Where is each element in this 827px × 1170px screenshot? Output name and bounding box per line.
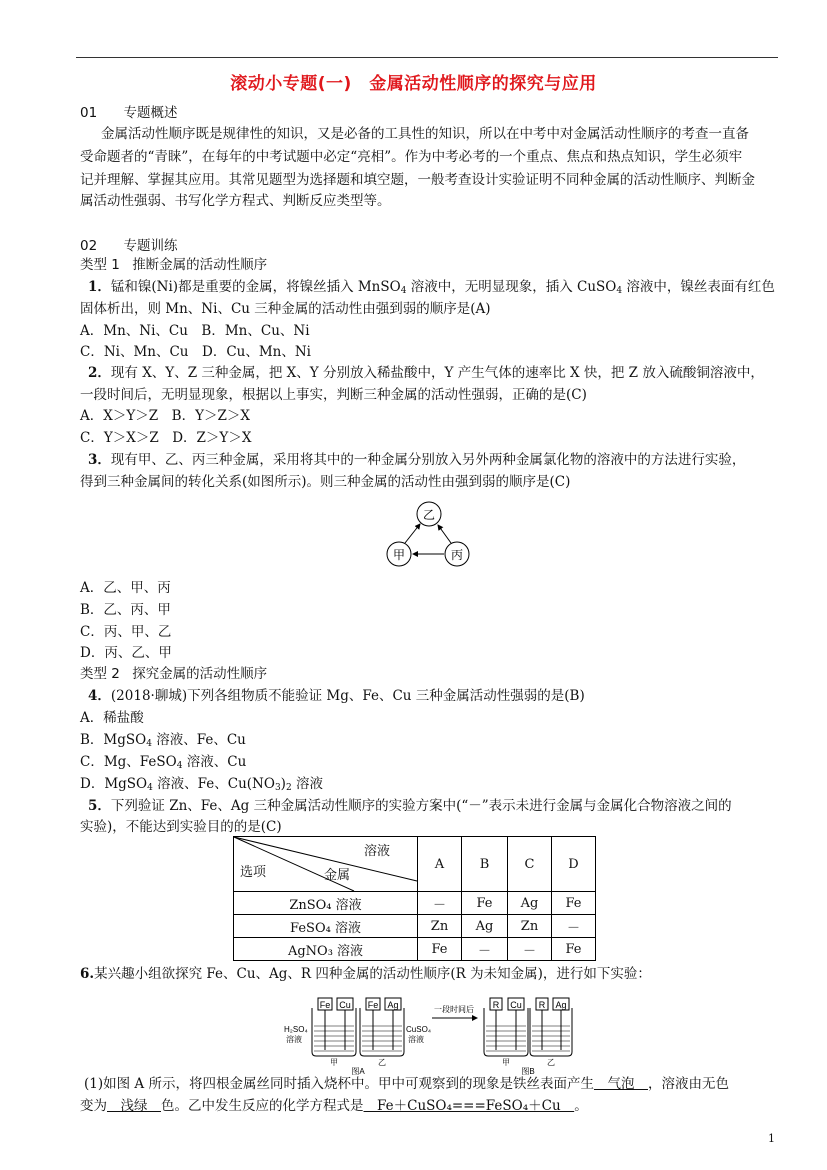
text: ) [280,776,286,792]
table-cell: － [552,915,596,938]
overview-line: 金属活动性顺序既是规律性的知识，又是必备的工具性的知识，所以在中考中对金属活动性顺序的考查一直备 [101,126,749,142]
subscript: 4 [176,761,183,771]
question-6-line1 [80,964,651,984]
question-number: 5． [88,798,111,814]
table-cell: Zn [508,915,552,938]
type-label: 推断金属的活动性顺序 [132,257,268,273]
subscript: 4 [146,739,152,749]
type-1-heading [80,255,267,275]
question-5-line1 [88,796,732,816]
experiment-figure [282,988,576,1076]
question-4-option [80,774,323,794]
question-3-option: D．丙、乙、甲 [80,645,172,661]
beaker [360,1008,404,1056]
beaker-label: 甲 [330,1058,338,1067]
question-3-option: B．乙、丙、甲 [80,602,171,618]
question-2-options: C．Y＞X＞Z D．Z＞Y＞X [80,430,252,446]
text: 下列验证 Zn、Fe、Ag 三种金属活动性顺序的实验方案中(“－”表示未进行金属与金属化合物溶液之间的 [110,798,732,814]
question-3-option: C．丙、甲、乙 [80,624,172,640]
text: (1)如图 A 所示，将四根金属丝同时插入烧杯中。甲中可观察到的现象是铁丝表面产生 [84,1076,594,1092]
text: 溶液 [291,776,323,792]
subscript: 3 [274,783,281,793]
question-1-line1 [88,277,775,297]
table-row [234,892,596,915]
type-2-heading [80,664,267,684]
column-header: A [418,837,462,892]
row-header: FeSO₄ 溶液 [234,915,418,938]
type-number: 类型 1 [80,257,120,273]
question-6-part1-cont [80,1096,588,1116]
table-row [234,915,596,938]
overview-line: 记并理解、掌握其应用。其常见题型为选择题和填空题，一般考查设计实验证明不同种金属的活动性顺序、判断金 [80,172,755,188]
figure-caption: 图B [521,1067,535,1076]
page-title: 滚动小专题(一) 金属活动性顺序的探究与应用 [230,74,597,94]
column-header: D [552,837,596,892]
column-header: B [462,837,508,892]
solution-label: H₂SO₄ [284,1025,308,1034]
table-cell: Fe [418,938,462,961]
node-label: 甲 [392,548,406,562]
page-number: 1 [768,1132,775,1145]
solution-label: CuSO₄ [406,1025,432,1034]
metal-label: R [538,1000,546,1010]
question-4-option [80,752,246,772]
question-6-part1 [84,1074,729,1094]
question-3-line1 [88,450,745,470]
question-2-line1 [88,363,764,383]
text: 溶液、Fe、Cu(NO [152,776,275,792]
answer-blank: Fe＋CuSO₄===FeSO₄＋Cu [363,1098,575,1114]
node-label: 乙 [422,508,436,522]
solution-label: 溶液 [408,1035,424,1044]
text: 某兴趣小组欲探究 Fe、Cu、Ag、R 四种金属的活动性顺序(R 为未知金属)，进行如下实验： [94,966,651,982]
text: 溶液中，镍丝表面有红色 [622,279,775,295]
question-number: 2． [88,365,111,381]
question-2-options: A．X＞Y＞Z B．Y＞Z＞X [80,408,250,424]
header-option: 选项 [240,865,267,880]
subscript: 4 [400,286,407,296]
text: D．MgSO [80,776,148,792]
text: 锰和镍(Ni)都是重要的金属，将镍丝插入 MnSO [110,279,401,295]
beaker-label: 甲 [502,1058,510,1067]
table-cell: － [508,938,552,961]
overview-line: 属活动性强弱、书写化学方程式、判断反应类型等。 [80,193,391,209]
metal-label: R [492,1000,500,1010]
figure-b [484,998,572,1076]
arrow-label: 一段时间后 [434,1005,474,1014]
experiment-table [233,836,596,961]
metal-label: Cu [510,1000,522,1010]
text: 色。乙中发生反应的化学方程式是 [161,1098,364,1114]
answer-blank: 浅绿 [107,1098,161,1114]
subscript: 4 [147,783,153,793]
beaker-label: 乙 [547,1058,555,1067]
question-2-line2: 一段时间后，无明显现象，根据以上事实，判断三种金属的活动性强弱，正确的是(C) [80,387,587,403]
text: 溶液、Cu [182,754,247,770]
column-header: C [508,837,552,892]
section-number: 01 [80,105,98,121]
question-1-options: A．Mn、Ni、Cu B．Mn、Cu、Ni [80,323,310,339]
question-1-options: C．Ni、Mn、Cu D．Cu、Mn、Ni [80,344,311,360]
row-header: AgNO₃ 溶液 [234,938,418,961]
section-label: 专题训练 [123,238,178,254]
figure-caption: 图A [351,1067,365,1076]
node-label: 丙 [450,548,464,562]
metal-label: Ag [555,1000,567,1010]
transformation-diagram [383,497,473,573]
text: 。 [574,1098,588,1114]
question-1-line2: 固体析出，则 Mn、Ni、Cu 三种金属的活动性由强到弱的顺序是(A) [80,301,491,317]
type-number: 类型 2 [80,666,120,682]
solution-label: 溶液 [286,1035,302,1044]
header-solution: 溶液 [364,844,391,859]
question-number: 4． [88,688,111,704]
metal-label: Fe [367,1000,379,1010]
figure-a [284,998,431,1076]
question-number: 1． [88,279,111,295]
section-label: 专题概述 [123,105,178,121]
table-cell: Ag [462,915,508,938]
question-4-option: A．稀盐酸 [80,710,144,726]
question-3-option: A．乙、甲、丙 [80,580,171,596]
arrow [405,524,420,543]
section-2-heading [80,236,177,256]
diagonal-header-cell [234,837,418,892]
question-5-line2: 实验)，不能达到实验目的的是(C) [80,819,282,835]
section-number: 02 [80,238,98,254]
question-4-line1 [88,686,585,706]
process-arrow [432,1004,478,1021]
table-cell: － [418,892,462,915]
text: C．Mg、FeSO [80,754,177,770]
metal-label: Cu [339,1000,351,1010]
text: 现有甲、乙、丙三种金属，采用将其中的一种金属分别放入另外两种金属氯化物的溶液中的方法进行实验， [110,452,746,468]
table-row [234,938,596,961]
table-header-row [234,837,596,892]
row-header: ZnSO₄ 溶液 [234,892,418,915]
question-4-option [80,730,246,750]
subscript: 2 [285,783,292,793]
section-1-heading [80,103,177,123]
overview-line: 受命题者的“青睐”，在每年的中考试题中必定“亮相”。作为中考必考的一个重点、焦点和热点知识，学生必须牢 [80,149,743,165]
table-cell: Ag [508,892,552,915]
metal-label: Ag [387,1000,399,1010]
text: (2018·聊城)下列各组物质不能验证 Mg、Fe、Cu 三种金属活动性强弱的是(B) [110,688,585,704]
table-cell: Fe [552,892,596,915]
table-cell: － [462,938,508,961]
question-number: 3． [88,452,111,468]
text: 变为 [80,1098,107,1114]
text: 溶液中，无明显现象，插入 CuSO [406,279,617,295]
beaker [484,1008,528,1056]
header-metal: 金属 [324,868,351,883]
metal-label: Fe [319,1000,331,1010]
text: B．MgSO [80,732,147,748]
beaker [312,1008,356,1056]
type-label: 探究金属的活动性顺序 [132,666,268,682]
answer-blank: 气泡 [593,1076,648,1092]
question-number: 6. [80,966,95,982]
arrow [438,525,451,543]
question-3-line2: 得到三种金属间的转化关系(如图所示)。则三种金属的活动性由强到弱的顺序是(C) [80,474,571,490]
text: 现有 X、Y、Z 三种金属，把 X、Y 分别放入稀盐酸中，Y 产生气体的速率比 X 快，把 Z 放入硫酸铜溶液中， [110,365,764,381]
table-cell: Fe [552,938,596,961]
subscript: 4 [616,286,623,296]
table-cell: Fe [462,892,508,915]
text: ，溶液由无色 [647,1076,729,1092]
header-rule [76,57,778,58]
table-cell: Zn [418,915,462,938]
beaker [530,1008,572,1056]
beaker-label: 乙 [378,1058,386,1067]
text: 溶液、Fe、Cu [151,732,246,748]
